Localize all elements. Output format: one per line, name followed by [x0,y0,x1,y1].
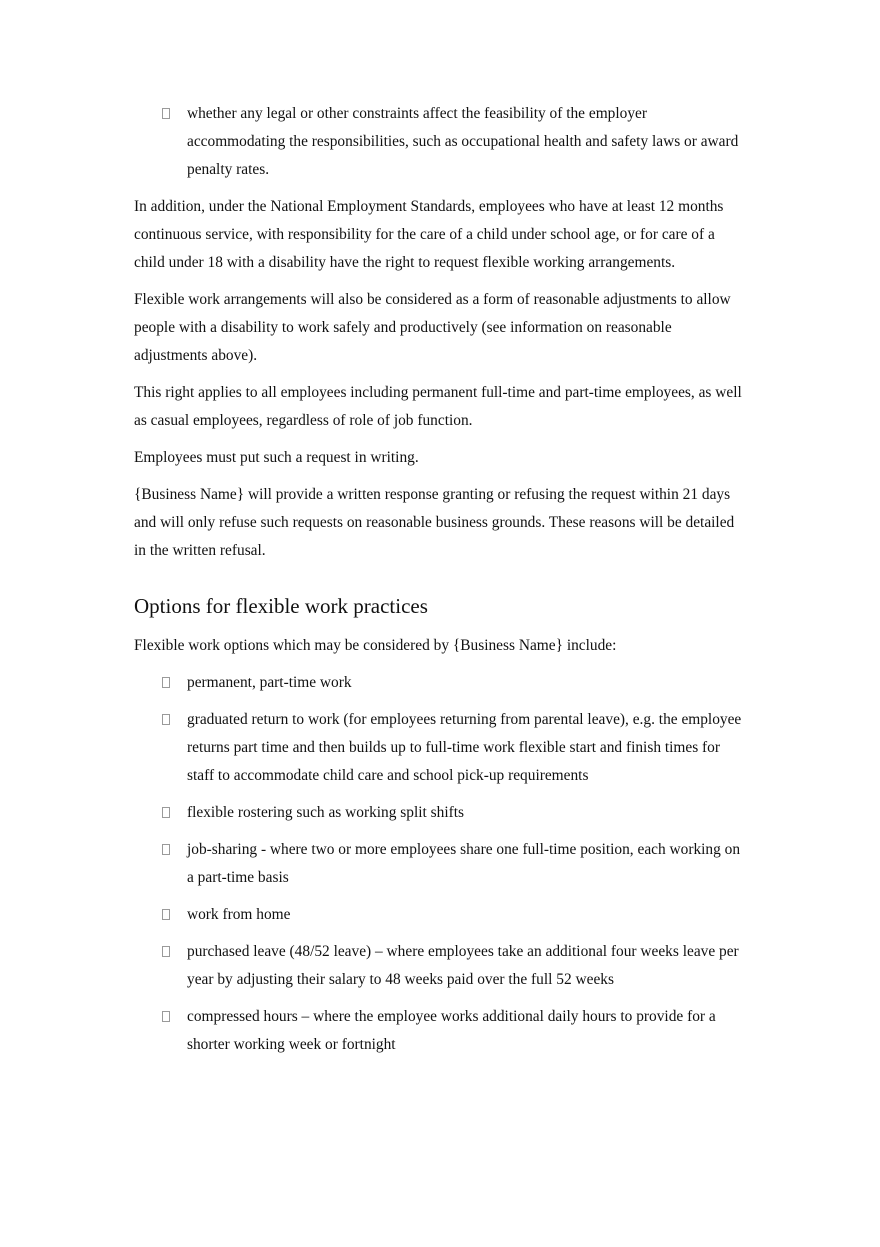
paragraph-response: {Business Name} will provide a written response granting or refusing the request within 21 days and will only refuse such requests on reasonable business grounds. These reasons will be detailed in the written refusal. [134,486,735,559]
paragraph-applies: This right applies to all employees including permanent full-time and part-time employees, as well as casual employees, regardless of role of job function. [134,384,742,429]
bullet-box-icon [162,909,170,920]
list-item [134,1003,744,1059]
list-item-text: job-sharing - where two or more employees share one full-time position, each working on a part-time basis [187,841,741,886]
bullet-box-icon [162,807,170,818]
options-intro: Flexible work options which may be considered by {Business Name} include: [134,637,617,654]
list-item-text: permanent, part-time work [187,674,352,691]
bullet-box-icon [162,677,170,688]
bullet-box-icon [162,714,170,725]
bullet-box-icon [162,108,170,119]
list-item [134,836,744,892]
list-item [134,100,744,184]
list-item [134,938,744,994]
section-heading: Options for flexible work practices [134,594,428,618]
document-content [134,100,744,1068]
bullet-box-icon [162,1011,170,1022]
paragraph-writing: Employees must put such a request in writing. [134,449,419,466]
list-item [134,799,744,827]
options-list [134,669,744,1059]
bullet-box-icon [162,946,170,957]
list-item-text: purchased leave (48/52 leave) – where employees take an additional four weeks leave per year by adjusting their salary to 48 weeks paid over the full 52 weeks [187,943,739,988]
list-item-text: graduated return to work (for employees returning from parental leave), e.g. the employee returns part time and then builds up to full-time work flexible start and finish times for staff to accommodate child care and school pick-up requirements [187,711,742,784]
bullet-box-icon [162,844,170,855]
list-item [134,669,744,697]
list-item [134,706,744,790]
list-item-text: compressed hours – where the employee works additional daily hours to provide for a shorter working week or fortnight [187,1008,716,1053]
list-item-text: work from home [187,906,291,923]
list-item [134,901,744,929]
paragraph-adjustments: Flexible work arrangements will also be considered as a form of reasonable adjustments to allow people with a disability to work safely and productively (see information on reasonable adjustments above). [134,291,731,364]
list-item-text: flexible rostering such as working split shifts [187,804,464,821]
top-bullet-list [134,100,744,184]
list-item-text: whether any legal or other constraints affect the feasibility of the employer accommodating the responsibilities, such as occupational health and safety laws or award penalty rates. [187,105,739,178]
paragraph-nes: In addition, under the National Employment Standards, employees who have at least 12 months continuous service, with responsibility for the care of a child under school age, or for care of a child under 18 with a disability have the right to request flexible working arrangements. [134,198,724,271]
